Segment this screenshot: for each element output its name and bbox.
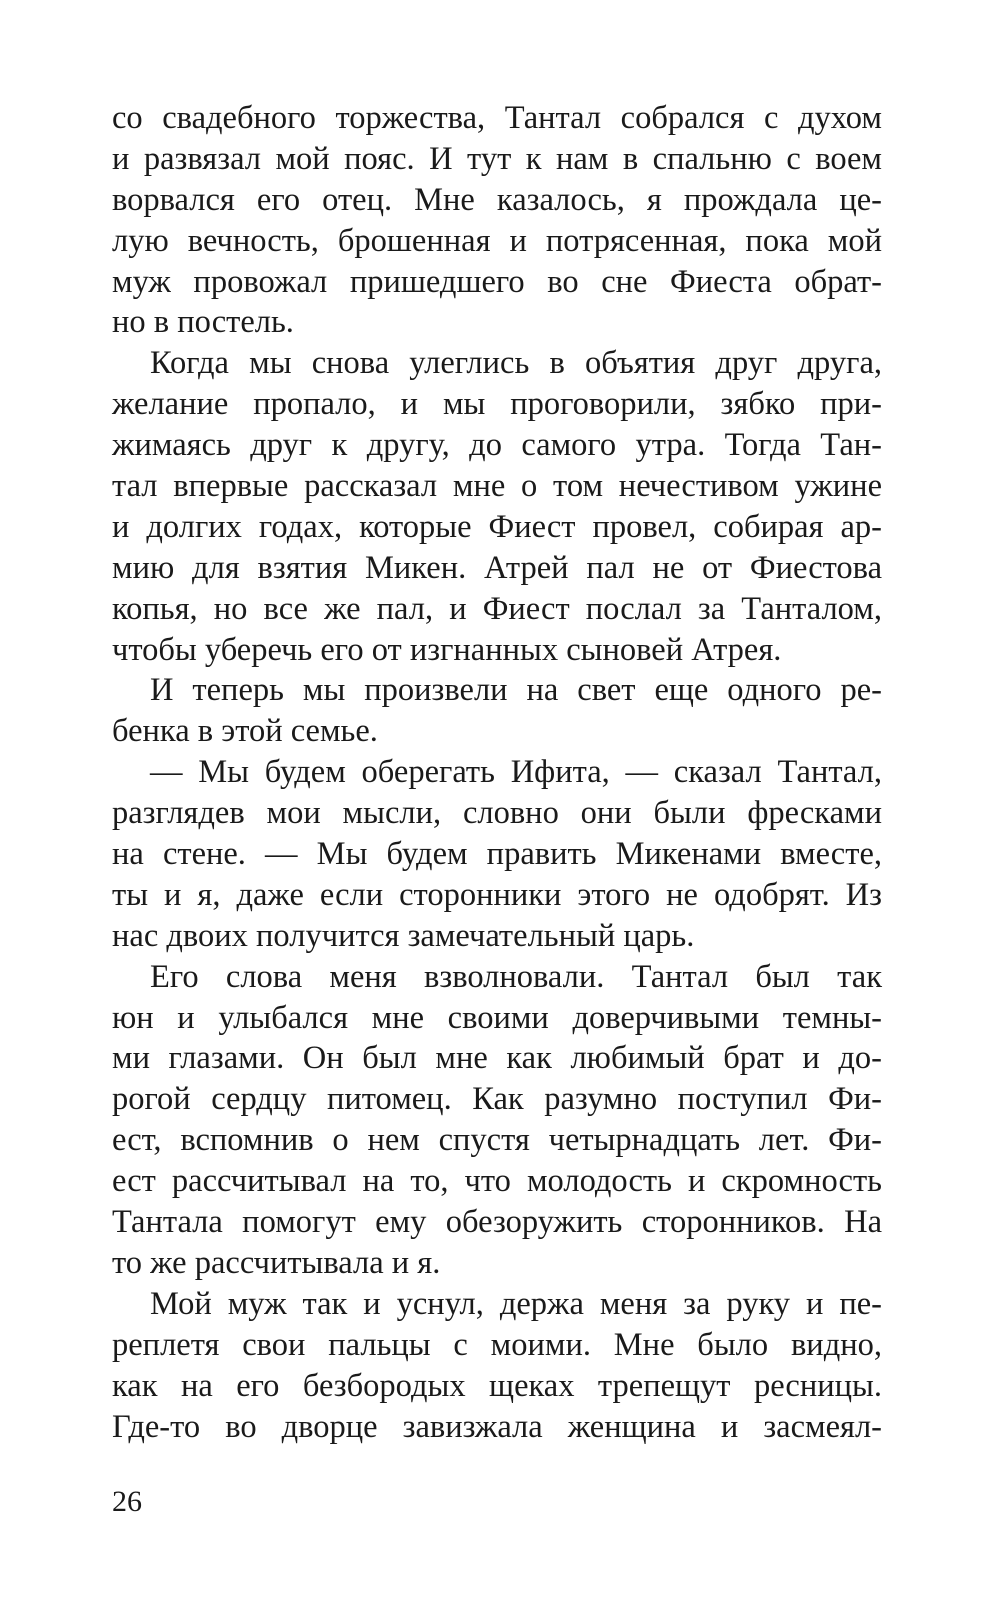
text-line: Где-то во дворце завизжала женщина и засмеял- — [112, 1408, 882, 1445]
text-line: разглядев мои мысли, словно они были фресками — [112, 795, 882, 832]
text-line: реплетя свои пальцы с моими. Мне было видно, — [112, 1326, 882, 1363]
text-line: желание пропало, и мы проговорили, зябко при- — [112, 386, 882, 423]
text-line: и развязал мой пояс. И тут к нам в спальню с воем — [112, 140, 882, 177]
text-line: бенка в этой семье. — [112, 713, 378, 750]
text-line: ми глазами. Он был мне как любимый брат и до- — [112, 1040, 882, 1077]
text-line: — Мы будем оберегать Ифита, — сказал Тантал, — [150, 754, 882, 791]
text-line: жимаясь друг к другу, до самого утра. Тогда Тан- — [112, 427, 882, 464]
text-line: чтобы уберечь его от изгнанных сыновей Атрея. — [112, 631, 782, 668]
text-line: то же рассчитывала и я. — [112, 1244, 441, 1281]
text-line: нас двоих получится замечательный царь. — [112, 917, 695, 954]
text-line: мию для взятия Микен. Атрей пал не от Фиестова — [112, 549, 882, 586]
text-line: со свадебного торжества, Тантал собрался с духом — [112, 100, 882, 136]
text-line: ест, вспомнив о нем спустя четырнадцать лет. Фи- — [112, 1122, 882, 1159]
text-line: копья, но все же пал, и Фиест послал за Танталом, — [112, 590, 882, 627]
text-line: как на его безбородых щеках трепещут ресницы. — [112, 1367, 882, 1404]
text-line: Когда мы снова улеглись в объятия друг друга, — [150, 345, 882, 382]
text-line: Мой муж так и уснул, держа меня за руку и пе- — [150, 1285, 882, 1322]
text-line: и долгих годах, которые Фиест провел, собирая ар- — [112, 508, 882, 545]
text-line: рогой сердцу питомец. Как разумно поступил Фи- — [112, 1081, 882, 1118]
text-line: тал впервые рассказал мне о том нечестивом ужине — [112, 468, 882, 505]
text-line: ест рассчитывал на то, что молодость и скромность — [112, 1163, 882, 1200]
text-line: Тантала помогут ему обезоружить сторонников. На — [112, 1204, 882, 1241]
text-line: ворвался его отец. Мне казалось, я прождала це- — [112, 181, 882, 218]
text-line: муж провожал пришедшего во сне Фиеста обрат- — [112, 263, 882, 300]
text-line: но в постель. — [112, 304, 294, 341]
text-line: ты и я, даже если сторонники этого не одобрят. Из — [112, 876, 882, 913]
text-line: лую вечность, брошенная и потрясенная, пока мой — [112, 222, 882, 259]
page-number: 26 — [112, 1485, 142, 1518]
text-line: Его слова меня взволновали. Тантал был так — [150, 958, 882, 995]
text-line: на стене. — Мы будем править Микенами вместе, — [112, 836, 882, 873]
text-line: юн и улыбался мне своими доверчивыми темны- — [112, 999, 882, 1036]
text-line: И теперь мы произвели на свет еще одного ре- — [150, 672, 882, 709]
body-text — [112, 98, 882, 1447]
